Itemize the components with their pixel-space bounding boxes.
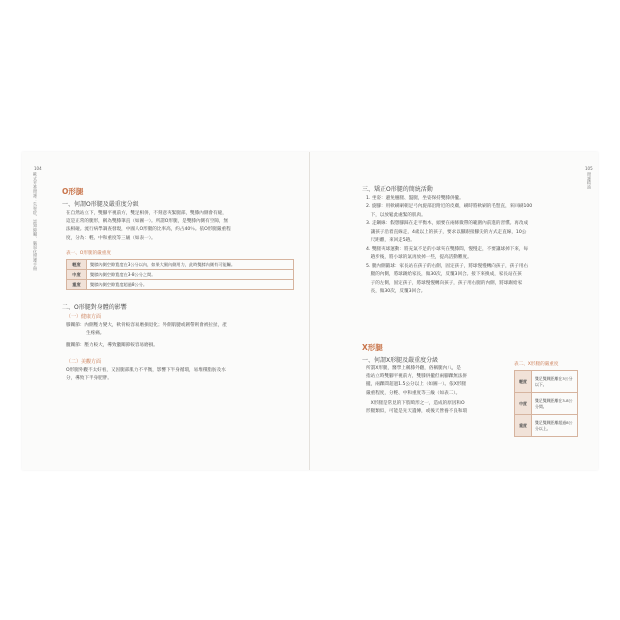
section1-body xyxy=(66,210,300,243)
x-leg-title: X形腿 xyxy=(362,343,383,352)
body-line: 生疼痛。 xyxy=(86,331,105,337)
page-number-right: 105 xyxy=(585,166,593,171)
table-row xyxy=(67,260,294,270)
body-line: O形腿外觀不太好看，又因腿部肌力不平衡，影響下半身循環，易堆積脂肪及水 xyxy=(66,368,226,373)
list-item: 讓孩子沿着直線走，4歲以上的孩子，要求以腳跟接腳尖的方式走直線，10公 xyxy=(366,229,527,235)
section2-heading: 二、O形腿對身體的影響 xyxy=(62,304,127,311)
table-cell-label: 中度 xyxy=(67,270,87,280)
section2-sub2-heading: （二）美觀方面 xyxy=(66,359,102,365)
body-line: 在自然站立下，雙腳平視前方，雙足相併，不刻意夾緊腿部，雙膝內側會有縫， xyxy=(66,211,227,216)
table1 xyxy=(66,259,294,290)
section-x1-heading: 一、何謂X形腿及嚴重度分級 xyxy=(362,357,439,364)
section-x1-body xyxy=(366,365,506,416)
section2-sub2-body xyxy=(66,367,300,383)
left-page xyxy=(22,152,310,470)
section2-sub1-body xyxy=(66,322,300,351)
table-cell-label: 重度 xyxy=(67,280,87,290)
running-head-left: 歐式芳香照護：失智症、認知障礙、腦退化照護手冊 xyxy=(33,172,38,271)
book-spread xyxy=(22,152,598,470)
table-cell-desc: 雙膝內側空隙寬度在3-8公分之間。 xyxy=(87,270,294,280)
table2 xyxy=(514,370,578,437)
table-cell-label: 中度 xyxy=(515,393,532,415)
table-row xyxy=(515,371,578,393)
running-head-right: 照護精油 xyxy=(587,172,592,190)
table-cell-desc: 雙膝內側空隙寬度在3公分以內，如果大腿內側用力，此時雙膝內側有可能觸。 xyxy=(87,260,294,270)
list-item: 下，以放鬆此處緊的肌肉。 xyxy=(366,212,426,218)
table-cell-desc: 雙足雙踝距離在3公分以下。 xyxy=(532,371,578,393)
list-item: 1. 坐姿：避免翹腿、盤腿，坐姿保持雙膝併攏。 xyxy=(366,196,464,201)
list-item: 子的左側，固定孩子，將球慢慢轉向孩子，孩子用右腿的內側，將球踢給家 xyxy=(366,280,523,286)
exercise-steps-list xyxy=(366,195,578,297)
table-cell-label: 輕度 xyxy=(515,371,532,393)
list-item: 尺距離，來回走5趟。 xyxy=(366,238,415,244)
list-item: 2. 旋腳：用軟刷刷朝足弓內旋部沿附近的皮膚，刷時將軟刷的毛豎直，來回刷100 xyxy=(366,204,533,210)
table-row xyxy=(67,270,294,280)
list-item: 長，做30次，反覆3回合。 xyxy=(366,289,426,295)
chapter-title: O形腿 xyxy=(62,187,84,196)
body-line: 分，導致下半身肥胖。 xyxy=(66,376,112,382)
table-cell-desc: 雙足雙踝距離在3-8公分間。 xyxy=(532,393,578,415)
list-item: 腿的內側，將球踢給家長，做30次，反覆3回合。接下來換成，家長站在孩 xyxy=(366,272,522,278)
section2-sub1-heading: （一）健康方面 xyxy=(66,314,102,320)
body-line: 形腿類似，可能是先天遺傳，或後天營養不良和環 xyxy=(366,409,468,415)
body-line: 這是正常的腿形，稱為雙膝筆直（如圖一）。所謂O形腿，是雙膝內側有空隙，無 xyxy=(66,219,229,225)
table-row xyxy=(515,415,578,437)
list-item: 3. 走鋼線：假想腳踩在走平衡木，頭要在兩條微帶的範圍內前進的習慣。再改成 xyxy=(366,221,529,227)
body-line: 法相碰。流行病學調查發現，中國人O形腿的比率高，約占40％。依O形腿嚴重程 xyxy=(66,227,231,233)
body-line: 膝關節：內側壓力變大，軟骨較容易磨損退化；外側肌腱或韌帶則會被拉扯，產 xyxy=(66,323,227,328)
body-line: 指站立時雙腳平視前方，雙膝併攏但兩腳踝無法併 xyxy=(366,374,468,380)
list-item: 趟步後，將小球的氣再放掉一些，提高活動難度。 xyxy=(366,255,472,261)
table-cell-label: 重度 xyxy=(515,415,532,437)
table2-caption: 表二、X形腿的嚴重度 xyxy=(514,362,559,367)
body-line: 髖關節：壓力較大，導致髖關節較容易磨損。 xyxy=(66,343,158,349)
section1-heading: 一、何謂O形腿及嚴重度分級 xyxy=(62,201,139,208)
right-page xyxy=(310,152,598,470)
body-line: 嚴重程度，分輕、中和重度等三級（如表二）。 xyxy=(366,390,461,396)
table-row xyxy=(515,393,578,415)
table-cell-desc: 雙足雙踝距離超過8公分以上。 xyxy=(532,415,578,437)
page-number-left: 104 xyxy=(34,166,42,171)
list-item: 5. 腿內側鍛球：家長站在孩子的右側，固定孩子，將球慢慢轉向孩子，孩子用右 xyxy=(366,263,529,269)
section3-heading: 三、矯正O形腿的簡統活動 xyxy=(362,186,433,193)
table-row xyxy=(67,280,294,290)
body-line: 度，分為：輕、中和重度等三級（如表一）。 xyxy=(66,235,156,241)
list-item: 4. 雙腿夾球運動：將充氣不足的小球夾在雙膝間，慢慢走，不要讓球掉下來，每 xyxy=(366,246,529,252)
table-cell-label: 輕度 xyxy=(67,260,87,270)
table1-caption: 表一、O形腿的嚴重度 xyxy=(66,251,111,256)
body-line: 攏，兩踝間超過1.5公分以上（如圖一）。依X形腿 xyxy=(366,382,467,388)
body-line: X形腿是常見的下肢畸形之一，造成的原因和O xyxy=(366,400,465,406)
body-line: 所謂X形腿，醫學上稱膝外翻，俗稱腿內八，是 xyxy=(366,366,462,371)
table-cell-desc: 雙膝內側空隙寬度超過8公分。 xyxy=(87,280,294,290)
